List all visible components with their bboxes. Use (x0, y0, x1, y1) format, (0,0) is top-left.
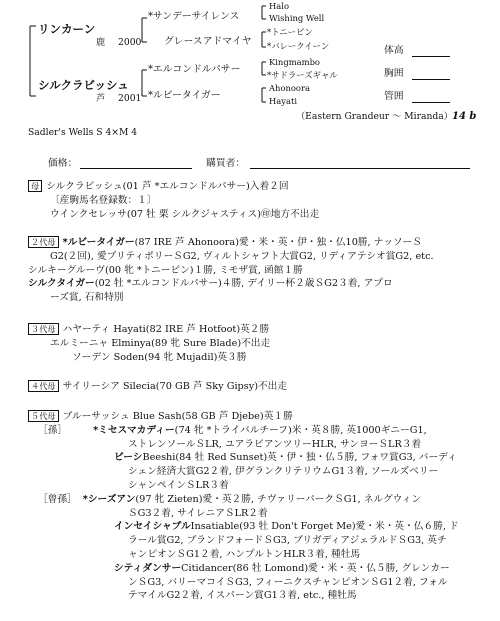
offspring-line: ソーデン Soden(94 牝 Mujadil)英３勝 (72, 351, 247, 363)
horse-name: ビーシ (114, 452, 143, 464)
record-continued: シャンペインＳLR３着 (128, 479, 229, 491)
section-label: ４代母 (28, 380, 59, 392)
record-continued: ラール賞G2, ブランドフォードＳG3, ブリガディアジェラルドＳG3, 英チ (128, 535, 447, 547)
offspring-line: エルミーニャ Elminya(89 牝 Sure Blade)不出走 (50, 337, 271, 349)
section-dam (28, 180, 498, 221)
girth-label: 胸囲 (384, 68, 404, 79)
dam-line: ハヤーティ Hayati(82 IRE 芦 Hotfoot)英２勝 (62, 324, 270, 335)
dam-dam: *ルビータイガー (148, 90, 221, 101)
section-label: 母 (28, 180, 42, 192)
horse-name: *ルビータイガー (62, 237, 135, 248)
buyer-label: 購買者： (206, 158, 246, 169)
horse-record: (97 牝 Zieten)愛・英２勝, チヴァリーパークＳG1, ネルグウィン (135, 493, 422, 505)
dam-line: ブルーサッシュ Blue Sash(58 GB 芦 Djebe)英１勝 (62, 411, 293, 422)
sire-dam: グレースアドマイヤ (164, 36, 252, 47)
record-continued: ストレンソールＳLR, ユアラビアンツリーHLR, サンヨーＳLR３着 (128, 438, 422, 450)
horse-name: インセイシャブル (114, 521, 191, 533)
record-continued: シェン経済大賞G2２着, 伊グランクリテリウムG1３着, ソールズベリー (128, 466, 439, 478)
record-continued: ンＳG3, バリーマコイＳG3, フィーニクスチャンピオンＳG1２着, フォル (128, 576, 448, 588)
g3-5: Kingmambo (269, 57, 320, 67)
record-continued: テマイルG2２着, イスパーン賞G1３着, etc., 種牡馬 (128, 590, 357, 602)
height-field[interactable] (412, 56, 450, 57)
horse-record: (02 牡 *エルコンドルパサー)４勝, デイリー杯２歳ＳG2３着, アプロ (94, 278, 393, 290)
dam-sire: *エルコンドルパサー (148, 64, 241, 75)
cannon-field[interactable] (412, 102, 450, 103)
dam-sex: 芦 (96, 93, 106, 104)
sire-name: リンカーン (38, 22, 96, 36)
progeny-count: 〔産駒馬名登録数：１〕 (50, 194, 157, 206)
section-label: ２代母 (28, 236, 59, 248)
generation-tag: ［曾孫］ (38, 493, 77, 505)
cannon-label: 管囲 (384, 91, 404, 102)
record-continued: ＳG3２着, サイレニアＳLR２着 (128, 507, 268, 519)
section-label: ５代母 (28, 410, 59, 422)
horse-record: Insatiable(93 牡 Don't Forget Me)愛・米・英・仏６勝, ド (190, 521, 459, 533)
section-4th-dam (28, 380, 498, 394)
section-3rd-dam (28, 323, 498, 364)
section-2nd-dam (28, 236, 498, 305)
progeny-line: ウインクセレッサ(07 牡 栗 シルクジャスティス)㊞地方不出走 (50, 208, 320, 220)
record-continued: ーズ賞, 石和特別 (50, 292, 124, 304)
g3-7: Ahonoora (269, 83, 310, 93)
g3-8: Hayati (269, 96, 298, 106)
price-field[interactable] (80, 168, 192, 169)
dam-line: サイリーシア Silecia(70 GB 芦 Sky Gipsy)不出走 (62, 381, 288, 392)
horse-name: シティダンサー (114, 562, 182, 574)
buyer-field[interactable] (250, 168, 470, 169)
price-label: 価格： (48, 158, 78, 169)
g3-3: *トニービン (267, 27, 313, 37)
horse-record: (87 IRE 芦 Ahonoora)愛・米・英・伊・独・仏10勝, ナッソーＳ (134, 237, 422, 248)
record-continued: ャンピオンＳG1２着, ハンプルトンHLR３着, 種牡馬 (128, 548, 361, 560)
dam-year: 2001 (118, 93, 142, 104)
horse-name: *シーズアン (82, 493, 136, 505)
inbreeding: Sadler's Wells S 4×M 4 (28, 127, 138, 138)
g3-1: Halo (269, 1, 290, 11)
g3-4: *バレークイーン (267, 41, 330, 51)
horse-record: (74 牝 *トライバルチーフ)米・英８勝, 英1000ギニーG1, (174, 424, 427, 436)
family-number: 14 b (452, 111, 477, 122)
offspring-line: シルキーグルーヴ(00 牝 *トニービン)１勝, ミモザ賞, 函館１勝 (28, 264, 303, 276)
dam-name: シルクラビッシュ (38, 78, 129, 92)
horse-name: *ミセスマカディー (93, 424, 175, 436)
generation-tag: ［孫］ (38, 424, 68, 436)
g3-6: *サドラーズギャル (267, 70, 338, 80)
sire-sire: *サンデーサイレンス (148, 11, 240, 22)
girth-field[interactable] (412, 79, 450, 80)
g3-2: Wishing Well (269, 13, 325, 23)
section-5th-dam (28, 410, 498, 603)
sire-year: 2000 (118, 37, 142, 48)
horse-record: Citidancer(86 牡 Lomond)愛・米・英・仏５勝, グレンカー (181, 562, 450, 574)
family-note: （Eastern Grandeur ～ Miranda） (296, 111, 453, 122)
record-continued: G2(２回), 愛プリティポリーＳG2, ヴィルトシャフト大賞G2, リディアテシオ賞G2, etc. (50, 250, 434, 262)
dam-line: シルクラビッシュ(01 芦 *エルコンドルパサー)入着２回 (46, 181, 289, 192)
section-label: ３代母 (28, 323, 59, 335)
height-label: 体高 (384, 45, 404, 56)
horse-name: シルクタイガー (28, 278, 95, 290)
horse-record: Beeshi(84 牡 Red Sunset)英・伊・独・仏５勝, フォワ賞G3, バーディ (142, 452, 457, 464)
sire-sex: 鹿 (96, 37, 106, 48)
